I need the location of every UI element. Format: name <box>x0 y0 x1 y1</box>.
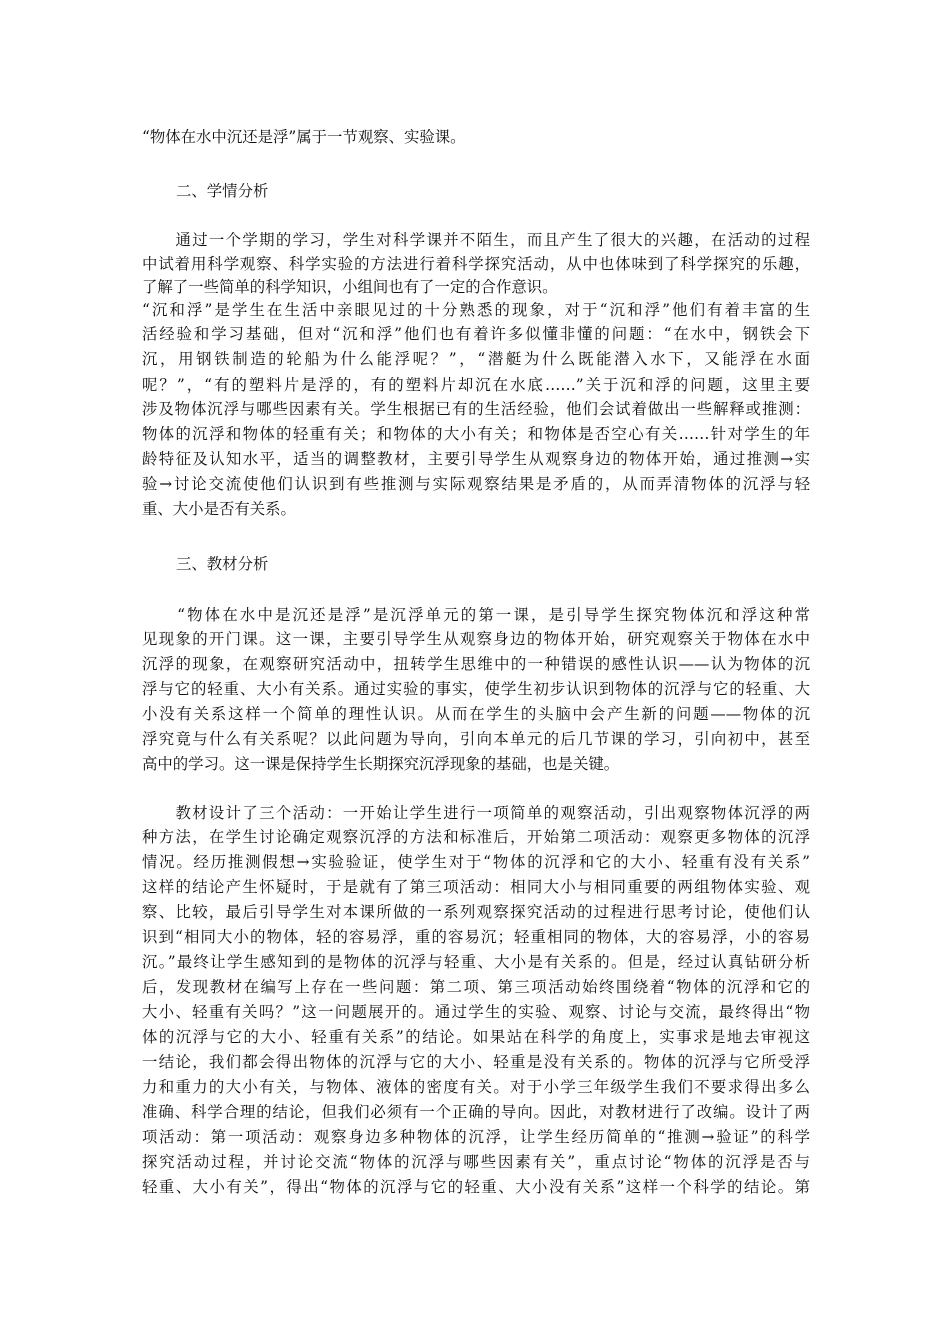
text-line: 浮究竟与什么有关系呢？以此问题为导向，引向本单元的后几节课的学习，引向初中，甚至 <box>142 730 810 748</box>
text-line: 重、大小是否有关系。 <box>142 500 296 518</box>
text-line: 沉，用钢铁制造的轮船为什么能浮呢？”，“潜艇为什么既能潜入水下，又能浮在水面 <box>142 350 810 368</box>
text-line: 了解了一些简单的科学知识，小组间也有了一定的合作意识。 <box>142 278 558 296</box>
text-line: 项活动：第一项活动：观察身边多种物体的沉浮，让学生经历简单的“推测→验证”的科学 <box>142 1128 810 1146</box>
text-line: 后，发现教材在编写上存在一些问题：第二项、第三项活动始终围绕着“物体的沉浮和它的 <box>142 978 810 996</box>
text-line: 呢？”，“有的塑料片是浮的，有的塑料片却沉在水底……”关于沉和浮的问题，这里主要 <box>142 376 810 394</box>
text-line: 龄特征及认知水平，适当的调整教材，主要引导学生从观察身边的物体开始，通过推测→实 <box>142 450 810 468</box>
text-line: 沉。”最终让学生感知到的是物体的沉浮与轻重、大小是有关系的。但是，经过认真钻研分析 <box>142 953 810 971</box>
text-line: 察、比较，最后引导学生对本课所做的一系列观察探究活动的过程进行思考讨论，使他们认 <box>142 903 810 921</box>
text-line: 通过一个学期的学习，学生对科学课并不陌生，而且产生了很大的兴趣，在活动的过程 <box>142 231 810 249</box>
text-line: 物体的沉浮和物体的轻重有关；和物体的大小有关；和物体是否空心有关……针对学生的年 <box>142 425 810 443</box>
text-line: 准确、科学合理的结论，但我们必须有一个正确的导向。因此，对教材进行了改编。设计了两 <box>142 1103 810 1121</box>
text-line: 浮与它的轻重、大小有关系。通过实验的事实，使学生初步认识到物体的沉浮与它的轻重、大 <box>142 680 810 698</box>
text-line: 种方法，在学生讨论确定观察沉浮的方法和标准后，开始第二项活动：观察更多物体的沉浮 <box>142 828 810 846</box>
text-line: 识到“相同大小的物体，轻的容易浮，重的容易沉；轻重相同的物体，大的容易浮，小的容易 <box>142 928 810 946</box>
text-line: 一结论，我们都会得出物体的沉浮与它的大小、轻重是没有关系的。物体的沉浮与它所受浮 <box>142 1053 810 1071</box>
text-line: 中试着用科学观察、科学实验的方法进行着科学探究活动，从中也体味到了科学探究的乐趣， <box>142 255 810 273</box>
text-line: 见现象的开门课。这一课，主要引导学生从观察身边的物体开始，研究观察关于物体在水中 <box>142 630 810 648</box>
intro-line: “物体在水中沉还是浮”属于一节观察、实验课。 <box>142 128 466 146</box>
text-line: 教材设计了三个活动：一开始让学生进行一项简单的观察活动，引出观察物体沉浮的两 <box>142 804 810 822</box>
text-line: 轻重、大小有关”，得出“物体的沉浮与它的轻重、大小没有关系”这样一个科学的结论。第 <box>142 1178 810 1196</box>
text-line: 这样的结论产生怀疑时，于是就有了第三项活动：相同大小与相同重要的两组物体实验、观 <box>142 878 810 896</box>
section-heading-textbook-analysis: 三、教材分析 <box>176 555 269 573</box>
text-line: 大小、轻重有关吗？”这一问题展开的。通过学生的实验、观察、讨论与交流，最终得出“物 <box>142 1003 810 1021</box>
text-line: 小没有关系这样一个简单的理性认识。从而在学生的头脑中会产生新的问题——物体的沉 <box>142 705 810 723</box>
text-line: 情况。经历推测假想→实验验证，使学生对于“物体的沉浮和它的大小、轻重有没有关系” <box>142 853 810 871</box>
text-line: 验→讨论交流使他们认识到有些推测与实际观察结果是矛盾的，从而弄清物体的沉浮与轻 <box>142 475 810 493</box>
text-line: 力和重力的大小有关，与物体、液体的密度有关。对于小学三年级学生我们不要求得出多么 <box>142 1078 810 1096</box>
text-line: 体的沉浮与它的大小、轻重有关系”的结论。如果站在科学的角度上，实事求是地去审视这 <box>142 1028 810 1046</box>
section-heading-student-analysis: 二、学情分析 <box>176 182 269 200</box>
text-line: 沉浮的现象，在观察研究活动中，扭转学生思维中的一种错误的感性认识——认为物体的沉 <box>142 655 810 673</box>
text-line: “物体在水中是沉还是浮”是沉浮单元的第一课，是引导学生探究物体沉和浮这种常 <box>142 606 810 624</box>
text-line: 活经验和学习基础，但对“沉和浮”他们也有着许多似懂非懂的问题：“在水中，钢铁会下 <box>142 325 810 343</box>
text-line: 探究活动过程，并讨论交流“物体的沉浮与哪些因素有关”，重点讨论“物体的沉浮是否与 <box>142 1153 810 1171</box>
text-line: 涉及物体沉浮与哪些因素有关。学生根据已有的生活经验，他们会试着做出一些解释或推测： <box>142 400 810 418</box>
text-line: “沉和浮”是学生在生活中亲眼见过的十分熟悉的现象，对于“沉和浮”他们有着丰富的生 <box>142 301 810 319</box>
text-line: 高中的学习。这一课是保持学生长期探究沉浮现象的基础，也是关键。 <box>142 755 620 773</box>
